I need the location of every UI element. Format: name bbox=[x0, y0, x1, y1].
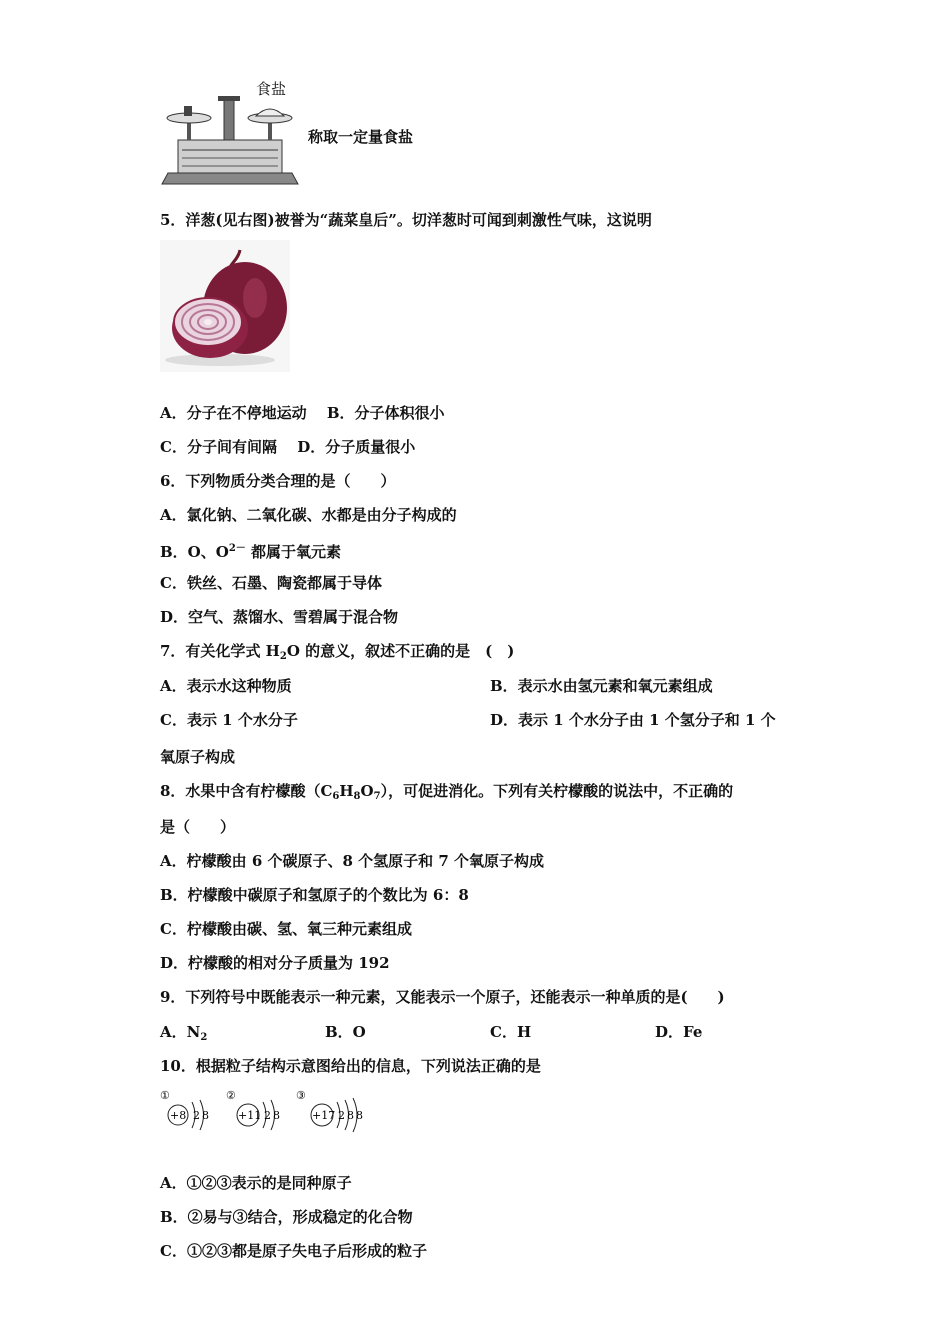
q6-option-b-rest: 都属于氧元素 bbox=[251, 543, 342, 561]
q8-stem-text: 8．水果中含有柠檬酸（C bbox=[160, 782, 333, 800]
q10-option-b: B．②易与③结合，形成稳定的化合物 bbox=[160, 1208, 413, 1226]
q10-option-a: A．①②③表示的是同种原子 bbox=[160, 1174, 352, 1192]
q10-stem: 10．根据粒子结构示意图给出的信息，下列说法正确的是 bbox=[160, 1057, 541, 1075]
particle-structure-diagrams bbox=[160, 1088, 380, 1140]
particle-3-nucleus: +17 bbox=[312, 1109, 336, 1122]
balance-caption: 称取一定量食盐 bbox=[308, 128, 414, 146]
q5-options-row2 bbox=[160, 437, 415, 457]
q5-option-d: D．分子质量很小 bbox=[297, 438, 416, 456]
balance-label-salt: 食盐 bbox=[256, 80, 287, 98]
particle-2-shell-2: 8 bbox=[273, 1109, 280, 1122]
q8-sub-h: 8 bbox=[353, 791, 361, 802]
particle-1-shell-1: 2 bbox=[193, 1109, 200, 1122]
q7-stem-subscript: 2 bbox=[279, 651, 287, 662]
q5-option-c: C．分子间有间隔 bbox=[160, 438, 277, 456]
q5-option-a: A．分子在不停地运动 bbox=[160, 404, 307, 422]
q6-option-d: D．空气、蒸馏水、雪碧属于混合物 bbox=[160, 608, 399, 626]
particle-3-shell-3: 8 bbox=[356, 1109, 363, 1122]
particle-3-shell-2: 8 bbox=[347, 1109, 354, 1122]
q7-option-a: A．表示水这种物质 bbox=[160, 677, 292, 695]
balance-figure bbox=[160, 78, 300, 188]
q8-option-d: D．柠檬酸的相对分子质量为 192 bbox=[160, 954, 390, 972]
q7-option-b: B．表示水由氢元素和氧元素组成 bbox=[490, 677, 713, 695]
q6-option-b bbox=[160, 539, 341, 562]
particle-2-nucleus: +11 bbox=[238, 1109, 262, 1122]
q7-option-d-continued: 氧原子构成 bbox=[160, 748, 236, 766]
particle-2-mark: ② bbox=[226, 1089, 236, 1102]
particle-diagrams bbox=[160, 1088, 380, 1140]
q8-option-b: B．柠檬酸中碳原子和氢原子的个数比为 6：8 bbox=[160, 886, 469, 904]
particle-2-shell-1: 2 bbox=[264, 1109, 271, 1122]
q8-stem bbox=[160, 781, 733, 807]
particle-3-shell-1: 2 bbox=[338, 1109, 345, 1122]
onion-image bbox=[160, 240, 290, 372]
q8-stem-continued: 是（ ） bbox=[160, 818, 236, 836]
q9-option-c: C．H bbox=[490, 1023, 532, 1041]
q6-option-b-charge: 2－ bbox=[228, 543, 246, 554]
q6-option-c: C．铁丝、石墨、陶瓷都属于导体 bbox=[160, 574, 382, 592]
q8-option-c: C．柠檬酸由碳、氢、氧三种元素组成 bbox=[160, 920, 412, 938]
particle-1-nucleus: +8 bbox=[170, 1109, 187, 1122]
q5-options-row1 bbox=[160, 403, 445, 423]
q8-stem-rest: ），可促进消化。下列有关柠檬酸的说法中，不正确的 bbox=[380, 782, 734, 800]
q8-option-a: A．柠檬酸由 6 个碳原子、8 个氢原子和 7 个氧原子构成 bbox=[160, 852, 545, 870]
q5-option-b: B．分子体积很小 bbox=[326, 404, 445, 422]
q9-stem: 9．下列符号中既能表示一种元素，又能表示一个原子，还能表示一种单质的是( ) bbox=[160, 988, 725, 1006]
q8-h: H bbox=[339, 782, 354, 800]
q8-o: O bbox=[360, 782, 374, 800]
q6-stem: 6．下列物质分类合理的是（ ） bbox=[160, 472, 396, 490]
q9-option-a-subscript: 2 bbox=[200, 1032, 208, 1043]
particle-3-mark: ③ bbox=[296, 1089, 306, 1102]
q9-option-b: B．O bbox=[325, 1023, 366, 1041]
q7-option-c: C．表示 1 个水分子 bbox=[160, 711, 298, 729]
q8-sub-o: 7 bbox=[373, 791, 381, 802]
onion-figure bbox=[160, 240, 290, 372]
q9-option-a-text: A．N bbox=[160, 1023, 201, 1041]
q6-option-a: A．氯化钠、二氧化碳、水都是由分子构成的 bbox=[160, 506, 457, 524]
q7-stem-text: 7．有关化学式 H bbox=[160, 642, 280, 660]
particle-1-mark: ① bbox=[160, 1089, 170, 1102]
q6-option-b-text: B．O、O bbox=[160, 543, 229, 561]
q8-sub-c: 6 bbox=[332, 791, 340, 802]
q9-option-d: D．Fe bbox=[655, 1023, 703, 1041]
q10-option-c: C．①②③都是原子失电子后形成的粒子 bbox=[160, 1242, 427, 1260]
q5-stem: 5．洋葱(见右图)被誉为“蔬菜皇后”。切洋葱时可闻到刺激性气味，这说明 bbox=[160, 211, 652, 229]
q7-option-d: D．表示 1 个水分子由 1 个氢分子和 1 个 bbox=[490, 711, 776, 729]
particle-1-shell-2: 8 bbox=[202, 1109, 209, 1122]
q9-option-a bbox=[160, 1022, 207, 1048]
q7-stem bbox=[160, 641, 514, 667]
q7-stem-rest: O 的意义，叙述不正确的是 ( ) bbox=[286, 642, 515, 660]
